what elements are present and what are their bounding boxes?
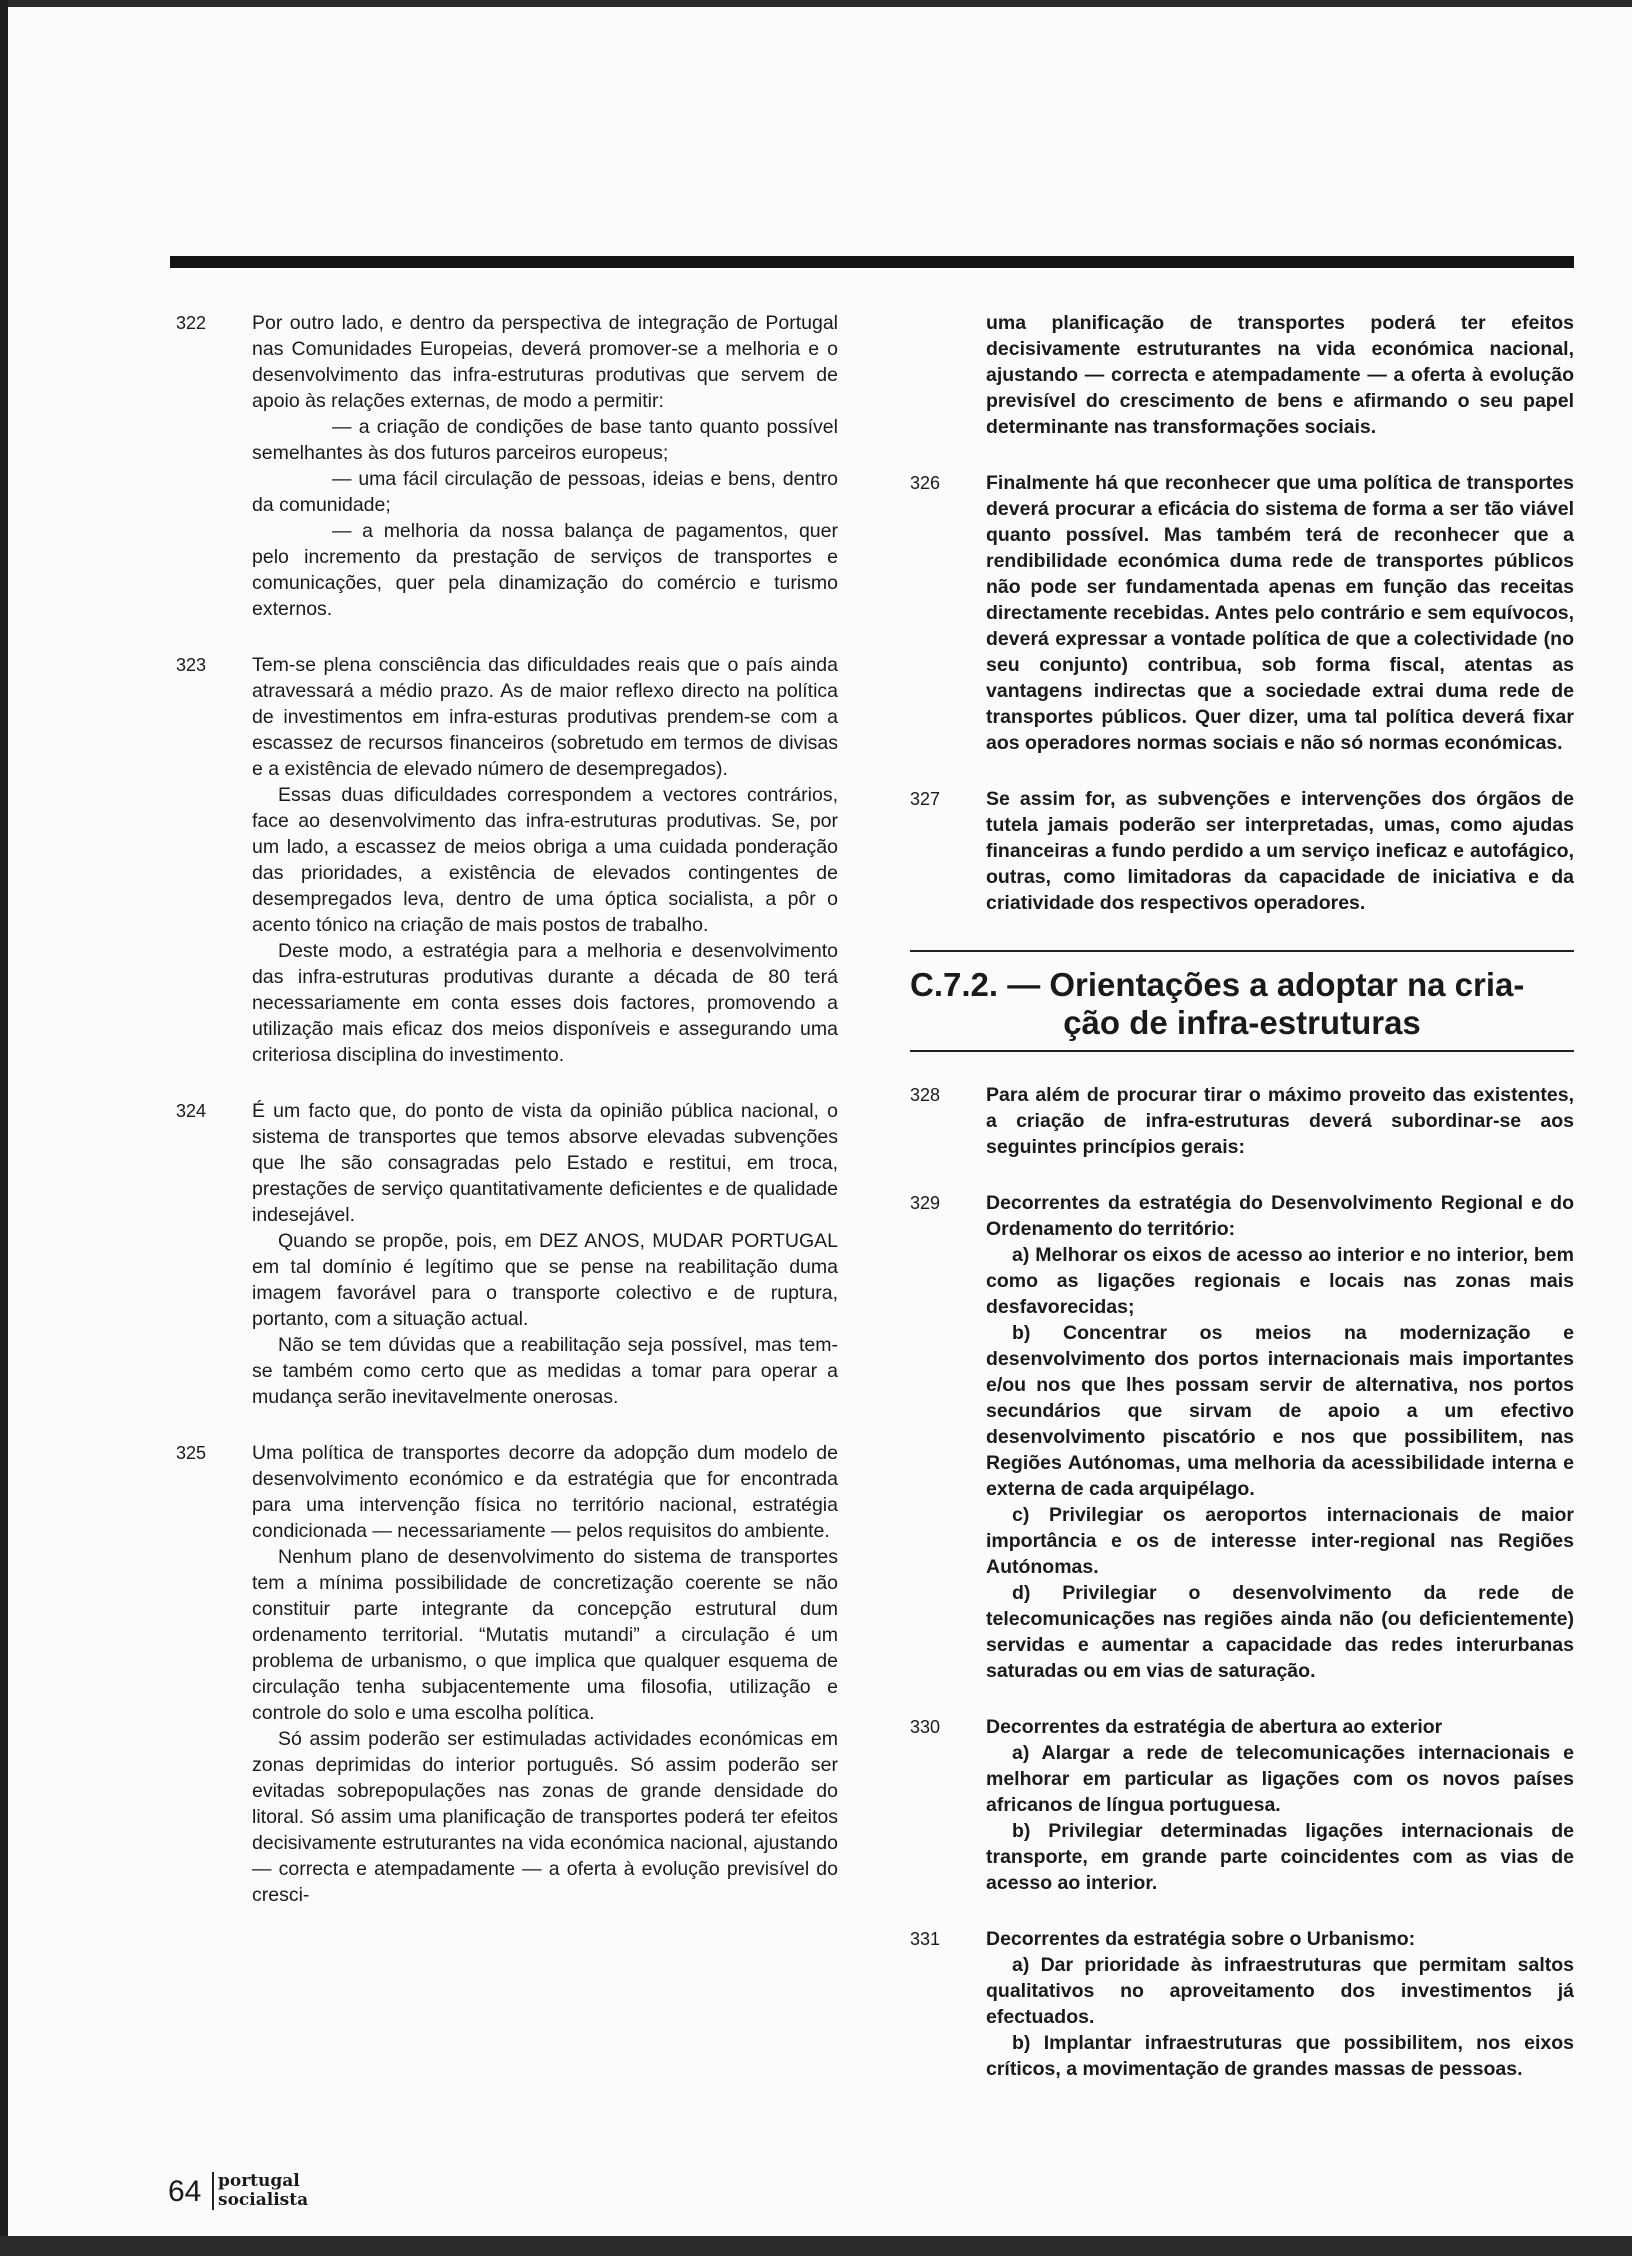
- numbered-paragraph: [176, 1098, 838, 1410]
- paragraph-text: b) Privilegiar determinadas ligações internacionais de transporte, em grande parte coincidentes com as vias de acesso ao interior.: [986, 1820, 1574, 1894]
- paragraph-text: d) Privilegiar o desenvolvimento da rede de telecomunicações nas regiões ainda não (ou deficientemente) servidas e aumentar a capacidade das redes interurbanas saturadas ou em vias de saturação.: [986, 1582, 1574, 1682]
- paragraph-text: É um facto que, do ponto de vista da opinião pública nacional, o sistema de transportes que temos absorve elevadas subvenções que lhe são consagradas pelo Estado e restitui, em troca, prestações de serviço quantitativamente deficientes e de qualidade indesejável.: [252, 1100, 838, 1226]
- paragraph-number: 324: [176, 1101, 207, 1121]
- paragraph-text: c) Privilegiar os aeroportos internacionais de maior importância e os de interesse inter-regional nas Regiões Autónomas.: [986, 1504, 1574, 1578]
- paragraph-text: — a criação de condições de base tanto quanto possível semelhantes às dos futuros parceiros europeus;: [252, 416, 838, 464]
- paragraph-text: Quando se propõe, pois, em DEZ ANOS, MUDAR PORTUGAL em tal domínio é legítimo que se pense na reabilitação duma imagem favorável para o transporte colectivo e de ruptura, portanto, com a situação actual.: [252, 1230, 838, 1330]
- paragraph-text: uma planificação de transportes poderá ter efeitos decisivamente estruturantes na vida económica nacional, ajustando — correcta e atempadamente — a oferta à evolução previsível do crescimento de bens e afirmando o seu papel determinante nas transformações sociais.: [986, 312, 1574, 438]
- logo-line-1: portugal: [218, 2171, 300, 2191]
- paragraph-number: 323: [176, 655, 207, 675]
- section-heading: [910, 950, 1574, 1052]
- paragraph-text: Tem-se plena consciência das dificuldades reais que o país ainda atravessará a médio prazo. As de maior reflexo directo na política de investimentos em infra-esturas produtivas prendem-se com a escassez de recursos financeiros (sobretudo em termos de divisas e a existência de elevado número de desempregados).: [252, 654, 838, 780]
- numbered-paragraph: [910, 786, 1574, 916]
- section-heading-line-2: ção de infra-estruturas: [1063, 1004, 1421, 1041]
- paragraph-number: 327: [910, 789, 941, 809]
- paragraph-text: Deste modo, a estratégia para a melhoria e desenvolvimento das infra-estruturas produtivas durante a década de 80 terá necessariamente em conta esses dois factores, promovendo a utilização mais eficaz dos meios disponíveis e assegurando uma criteriosa disciplina do investimento.: [252, 940, 838, 1066]
- paragraph-number: 331: [910, 1929, 941, 1949]
- paragraph-text: Uma política de transportes decorre da adopção dum modelo de desenvolvimento económico e da estratégia que for encontrada para uma intervenção física no território nacional, estratégia condicionada — necessariamente — pelos requisitos do ambiente.: [252, 1442, 838, 1542]
- paragraph-number: 330: [910, 1717, 941, 1737]
- paragraph-text: Se assim for, as subvenções e intervenções dos órgãos de tutela jamais poderão ser interpretadas, umas, como ajudas financeiras a fundo perdido a um serviço ineficaz e autofágico, outras, como limitadoras da capacidade de iniciativa e da criatividade dos respectivos operadores.: [986, 788, 1574, 914]
- paragraph-text: Por outro lado, e dentro da perspectiva de integração de Portugal nas Comunidades Europeias, deverá promover-se a melhoria e o desenvolvimento das infra-estruturas produtivas que servem de apoio às relações externas, de modo a permitir:: [252, 312, 838, 412]
- paragraph-number: 329: [910, 1193, 941, 1213]
- paragraph-text: a) Dar prioridade às infraestruturas que permitam saltos qualitativos no aproveitamento dos investimentos já efectuados.: [986, 1954, 1574, 2028]
- paragraph-text: Finalmente há que reconhecer que uma política de transportes deverá procurar a eficácia do sistema de forma a ser tão viável quanto possível. Mas também terá de reconhecer que a rendibilidade económica duma rede de transportes públicos não pode ser fundamentada apenas em função das receitas directamente recebidas. Antes pelo contrário e sem equívocos, deverá expressar a vontade política de que a colectividade (no seu conjunto) contribua, sob forma fiscal, atentas as vantagens indirectas que a sociedade extrai duma rede de transportes públicos. Quer dizer, uma tal política deverá fixar aos operadores normas sociais e não só normas económicas.: [986, 472, 1574, 754]
- right-column-bottom: [910, 1082, 1574, 2082]
- paragraph-text: Só assim poderão ser estimuladas actividades económicas em zonas deprimidas do interior português. Só assim poderão ser evitadas sobrepopulações nas zonas de grande densidade do litoral. Só assim uma planificação de transportes poderá ter efeitos decisivamente estruturantes na vida económica nacional, ajustando — correcta e atempadamente — a oferta à evolução previsível do cresci-: [252, 1728, 838, 1906]
- numbered-paragraph: [910, 1082, 1574, 1160]
- logo-line-2: socialista: [218, 2190, 309, 2210]
- numbered-paragraph: [176, 652, 838, 1068]
- paragraph-text: a) Melhorar os eixos de acesso ao interior e no interior, bem como as ligações regionais e locais nas zonas mais desfavorecidas;: [986, 1244, 1574, 1318]
- scan-edge-left: [0, 0, 8, 2256]
- publication-logo: [212, 2172, 308, 2210]
- paragraph-text: Decorrentes da estratégia do Desenvolvimento Regional e do Ordenamento do território:: [986, 1192, 1574, 1240]
- numbered-paragraph: [910, 1926, 1574, 2082]
- header-rule: [170, 256, 1574, 268]
- numbered-paragraph: [910, 1190, 1574, 1684]
- paragraph-text: — uma fácil circulação de pessoas, ideias e bens, dentro da comunidade;: [252, 468, 838, 516]
- scan-edge-top: [0, 0, 1632, 7]
- numbered-paragraph: [910, 1714, 1574, 1896]
- paragraph-text: Nenhum plano de desenvolvimento do sistema de transportes tem a mínima possibilidade de concretização coerente se não constituir parte integrante da concepção estrutural dum ordenamento territorial. “Mutatis mutandi” a circulação é um problema de urbanismo, o que implica que qualquer esquema de circulação tenha subjacentemente uma filosofia, utilização e controle do solo e uma escolha política.: [252, 1546, 838, 1724]
- scan-edge-bottom: [0, 2236, 1632, 2256]
- paragraph-number: 326: [910, 473, 941, 493]
- paragraph-text: Decorrentes da estratégia sobre o Urbanismo:: [986, 1928, 1416, 1950]
- paragraph-text: Para além de procurar tirar o máximo proveito das existentes, a criação de infra-estruturas deverá subordinar-se aos seguintes princípios gerais:: [986, 1084, 1574, 1158]
- paragraph-number: 328: [910, 1085, 941, 1105]
- numbered-paragraph: [910, 470, 1574, 756]
- paragraph-text: Decorrentes da estratégia de abertura ao exterior: [986, 1716, 1443, 1738]
- numbered-paragraph: [176, 1440, 838, 1908]
- paragraph-text: Não se tem dúvidas que a reabilitação seja possível, mas tem-se também como certo que as medidas a tomar para operar a mudança serão inevitavelmente onerosas.: [252, 1334, 838, 1408]
- right-column-top: [910, 310, 1574, 916]
- numbered-paragraph: [176, 310, 838, 622]
- right-column: [910, 310, 1574, 2112]
- paragraph-text: — a melhoria da nossa balança de pagamentos, quer pelo incremento da prestação de serviços de transportes e comunicações, quer pela dinamização do comércio e turismo externos.: [252, 520, 838, 620]
- section-heading-line-1: C.7.2. — Orientações a adoptar na cria-: [910, 966, 1525, 1003]
- page-number: 64: [168, 2175, 202, 2208]
- paragraph-text: b) Implantar infraestruturas que possibilitem, nos eixos críticos, a movimentação de grandes massas de pessoas.: [986, 2032, 1574, 2080]
- left-column: [176, 310, 838, 1938]
- numbered-paragraph: [910, 310, 1574, 440]
- paragraph-number: 322: [176, 313, 207, 333]
- paragraph-number: 325: [176, 1443, 207, 1463]
- paragraph-text: a) Alargar a rede de telecomunicações internacionais e melhorar em particular as ligações com os novos países africanos de língua portuguesa.: [986, 1742, 1574, 1816]
- paragraph-text: Essas duas dificuldades correspondem a vectores contrários, face ao desenvolvimento das infra-estruturas produtivas. Se, por um lado, a escassez de meios obriga a uma cuidada ponderação das prioridades, a existência de elevados contingentes de desempregados leva, dentro de uma óptica socialista, a pôr o acento tónico na criação de mais postos de trabalho.: [252, 784, 838, 936]
- paragraph-text: b) Concentrar os meios na modernização e desenvolvimento dos portos internacionais mais importantes e/ou nos que lhes possam servir de alternativa, nos portos secundários que sirvam de apoio a um efectivo desenvolvimento piscatório e nos que possibilitem, nas Regiões Autónomas, uma melhoria da acessibilidade interna e externa de cada arquipélago.: [986, 1322, 1574, 1500]
